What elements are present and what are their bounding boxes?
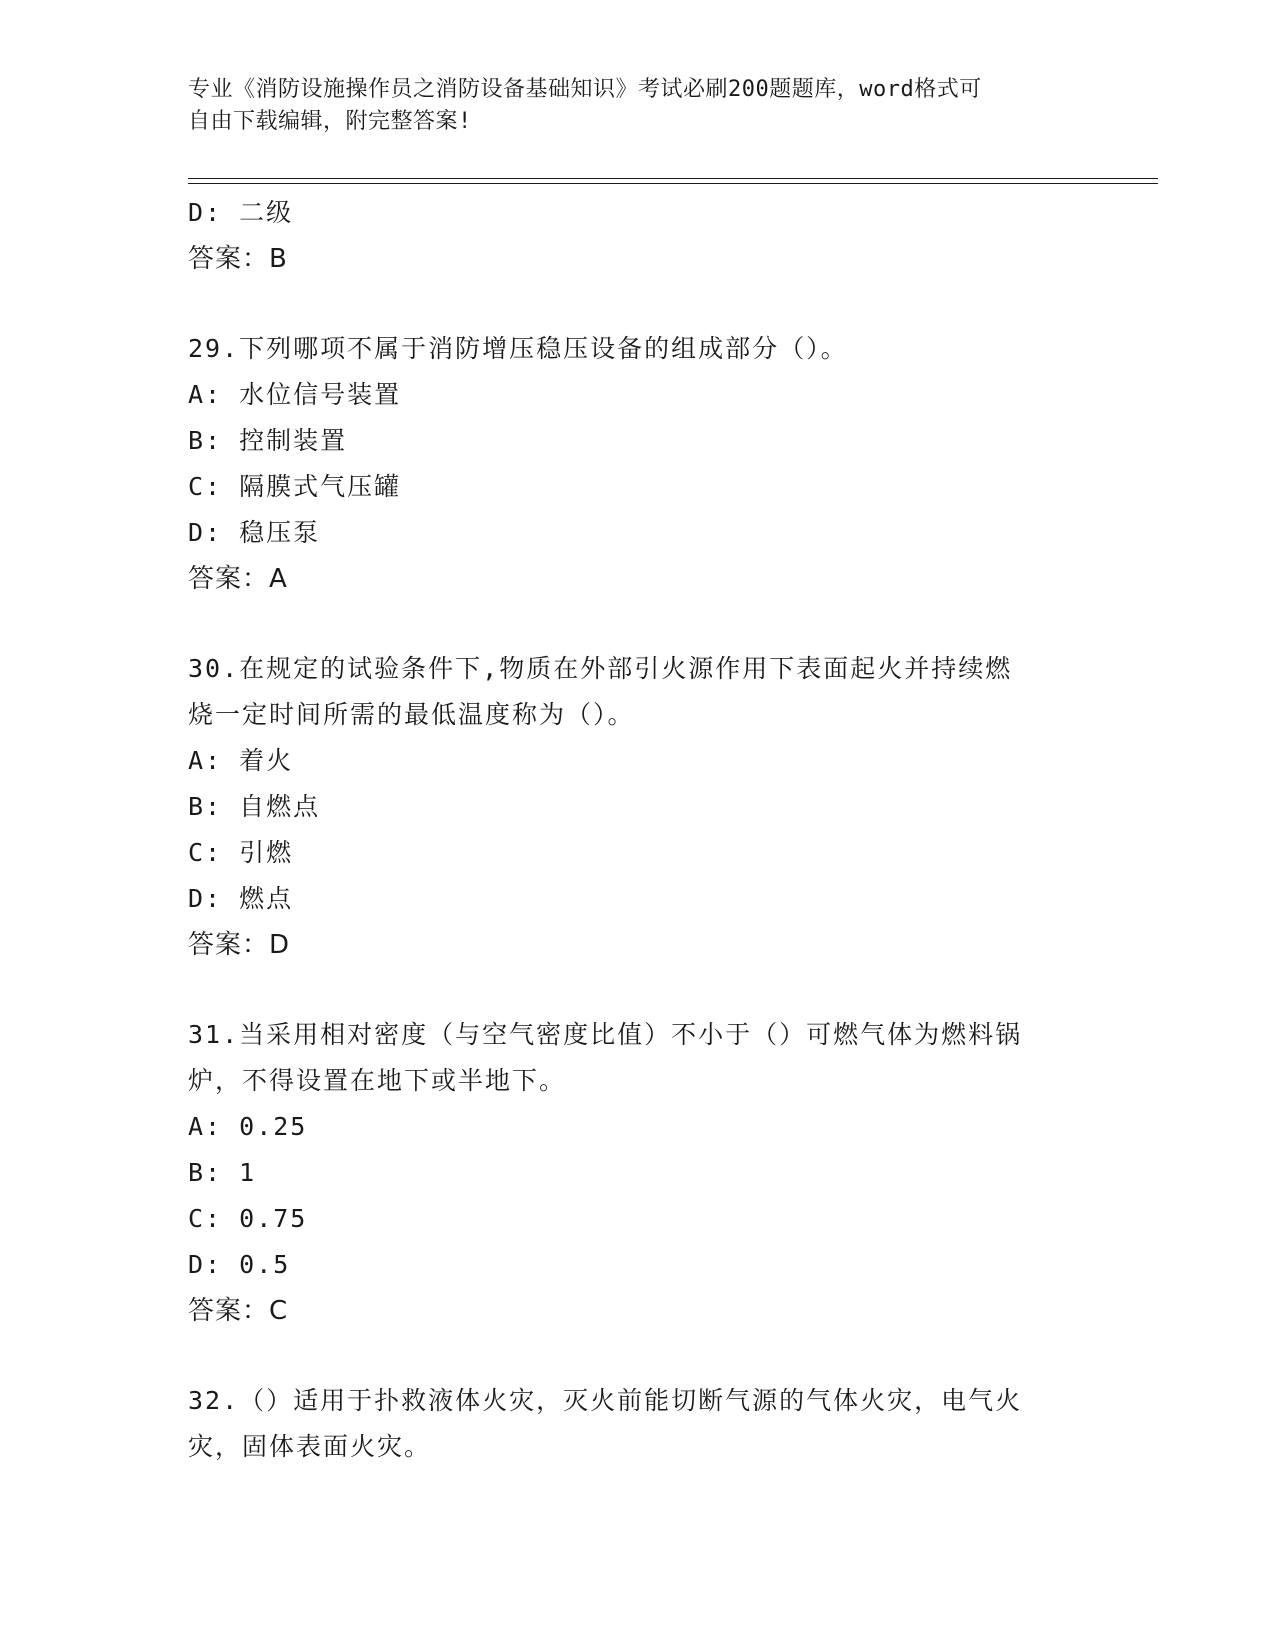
question-31-option-c: C: 0.75 bbox=[188, 1204, 308, 1233]
question-29-option-b: B: 控制装置 bbox=[188, 426, 348, 455]
question-29 bbox=[188, 326, 1088, 602]
question-29-option-c: C: 隔膜式气压罐 bbox=[188, 472, 402, 501]
question-31-option-b: B: 1 bbox=[188, 1158, 257, 1187]
prev-question-option-d: D: 二级 bbox=[188, 198, 294, 227]
question-30-option-a: A: 着火 bbox=[188, 746, 294, 775]
question-30-option-b: B: 自燃点 bbox=[188, 792, 321, 821]
question-31 bbox=[188, 1012, 1088, 1334]
document-header bbox=[188, 74, 1068, 138]
header-divider bbox=[188, 178, 1158, 184]
question-30-stem-line-1: 30.在规定的试验条件下,物质在外部引火源作用下表面起火并持续燃 bbox=[188, 654, 1013, 683]
question-31-option-a: A: 0.25 bbox=[188, 1112, 308, 1141]
spacer bbox=[188, 282, 1088, 326]
question-30-option-d: D: 燃点 bbox=[188, 884, 294, 913]
question-31-stem-line-2: 炉，不得设置在地下或半地下。 bbox=[188, 1066, 567, 1095]
header-title-line-2: 自由下载编辑，附完整答案! bbox=[188, 109, 472, 134]
question-30-stem-line-2: 烧一定时间所需的最低温度称为（）。 bbox=[188, 700, 635, 729]
question-30 bbox=[188, 646, 1088, 968]
spacer bbox=[188, 968, 1088, 1012]
question-29-option-d: D: 稳压泵 bbox=[188, 518, 321, 547]
question-32-stem-line-2: 灾，固体表面火灾。 bbox=[188, 1432, 432, 1461]
spacer bbox=[188, 602, 1088, 646]
question-29-answer: 答案：A bbox=[188, 564, 288, 594]
prev-question-answer: 答案：B bbox=[188, 244, 288, 274]
question-31-answer: 答案：C bbox=[188, 1296, 289, 1326]
question-30-answer: 答案：D bbox=[188, 930, 291, 960]
question-31-option-d: D: 0.5 bbox=[188, 1250, 291, 1279]
question-31-stem-line-1: 31.当采用相对密度（与空气密度比值）不小于（）可燃气体为燃料锅 bbox=[188, 1020, 1023, 1049]
header-title-line-1: 专业《消防设施操作员之消防设备基础知识》考试必刷200题题库，word格式可 bbox=[188, 77, 982, 102]
question-30-option-c: C: 引燃 bbox=[188, 838, 294, 867]
question-32-stem-line-1: 32.（）适用于扑救液体火灾，灭火前能切断气源的气体火灾，电气火 bbox=[188, 1386, 1023, 1415]
question-29-stem: 29.下列哪项不属于消防增压稳压设备的组成部分（）。 bbox=[188, 334, 848, 363]
question-29-option-a: A: 水位信号装置 bbox=[188, 380, 402, 409]
question-32 bbox=[188, 1378, 1088, 1470]
spacer bbox=[188, 1334, 1088, 1378]
document-body bbox=[188, 190, 1088, 1470]
